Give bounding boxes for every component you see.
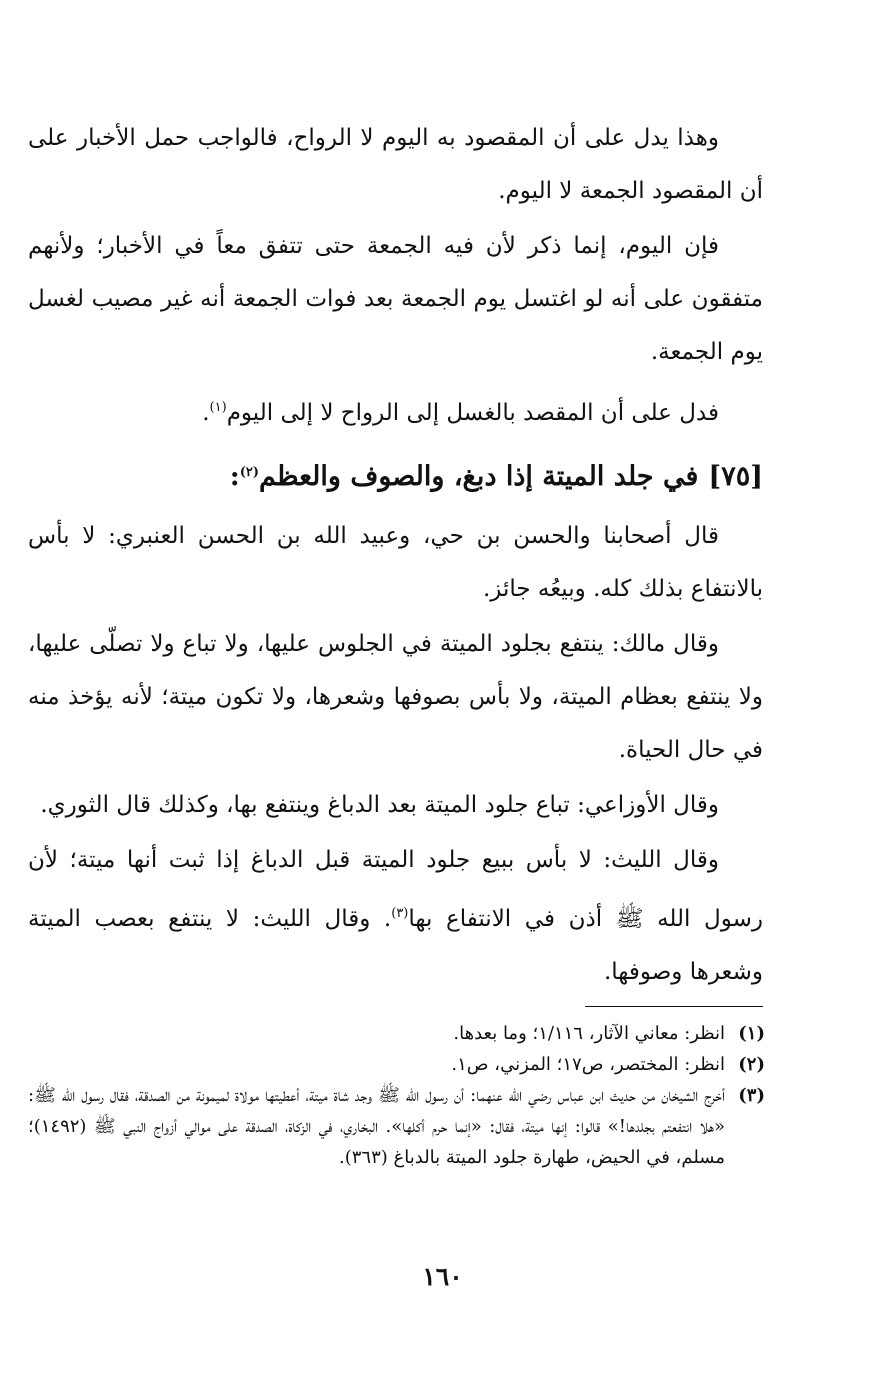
paragraph-7-part1: وقال الليث: لا بأس ببيع جلود الميتة قبل الدباغ إذا ثبت أنها ميتة؛ لأن رسول الله ﷺ أذن في الانتفاع بها <box>28 847 763 932</box>
section-title: في جلد الميتة إذا دبغ، والصوف والعظم <box>259 461 699 492</box>
paragraph-4: قال أصحابنا والحسن بن حي، وعبيد الله بن الحسن العنبري: لا بأس بالانتفاع بذلك كله. وبيعُه جائز. <box>28 523 763 602</box>
footnote-3 <box>28 1080 765 1173</box>
footnote-3-text: أخرج الشيخان من حديث ابن عباس رضي الله عنهما: أن رسول الله ﷺ وجد شاة ميتة، أعطيتها مولاة لميمونة من الصدقة، فقال رسول الله ﷺ: «هلا انتفعتم بجلدها!» قالوا: إنها ميتة، فقال: «إنما حرم أكلها». البخاري، في الزكاة، الصدقة على موالي أزواج النبي ﷺ (١٤٩٢)؛ مسلم، في الحيض، طهارة جلود الميتة بالدباغ (٣٦٣). <box>28 1085 725 1168</box>
footnote-3-number: (٣) <box>738 1085 765 1106</box>
footnote-separator <box>585 1006 763 1007</box>
paragraph-3-end: . <box>202 400 210 426</box>
footnotes <box>28 1018 765 1173</box>
footnote-1-text: انظر: معاني الآثار، ١/١١٦؛ وما بعدها. <box>453 1023 725 1044</box>
paragraph-2: فإن اليوم، إنما ذكر لأن فيه الجمعة حتى تتفق معاً في الأخبار؛ ولأنهم متفقون على أنه لو اغتسل يوم الجمعة بعد فوات الجمعة أنه غير مصيب لغسل يوم الجمعة. <box>28 233 763 365</box>
page-number: ١٦٠ <box>422 1262 463 1291</box>
paragraph-7-part2: . وقال الليث: لا ينتفع بعصب الميتة وشعرها وصوفها. <box>28 906 763 985</box>
footnote-2-number: (٢) <box>738 1054 765 1075</box>
paragraph-6: وقال الأوزاعي: تباع جلود الميتة بعد الدباغ وينتفع بها، وكذلك قال الثوري. <box>40 792 719 818</box>
footnote-2-text: انظر: المختصر، ص١٧؛ المزني، ص١. <box>451 1054 725 1075</box>
paragraph-1: وهذا يدل على أن المقصود به اليوم لا الرواح، فالواجب حمل الأخبار على أن المقصود الجمعة لا اليوم. <box>28 125 763 204</box>
footnote-1-number: (١) <box>738 1023 765 1044</box>
footnote-ref-2: (٢) <box>239 465 260 480</box>
paragraph-3-text: فدل على أن المقصد بالغسل إلى الرواح لا إلى اليوم <box>226 400 719 426</box>
paragraph-7 <box>28 834 763 999</box>
heading-colon: : <box>229 461 240 492</box>
footnote-ref-1: (١) <box>209 400 227 415</box>
paragraph-5: وقال مالك: ينتفع بجلود الميتة في الجلوس عليها، ولا تباع ولا تصلّى عليها، ولا ينتفع بعظام الميتة، ولا بأس بصوفها وشعرها، ولا تكون ميتة؛ لأنه يؤخذ منه في حال الحياة. <box>28 631 763 763</box>
main-text <box>28 112 763 999</box>
section-number: [٧٥] <box>708 461 763 492</box>
footnote-ref-3: (٣) <box>391 906 409 921</box>
paragraph-3 <box>28 381 763 440</box>
footnote-2 <box>28 1049 765 1080</box>
footnote-1 <box>28 1018 765 1049</box>
section-heading <box>28 444 763 506</box>
